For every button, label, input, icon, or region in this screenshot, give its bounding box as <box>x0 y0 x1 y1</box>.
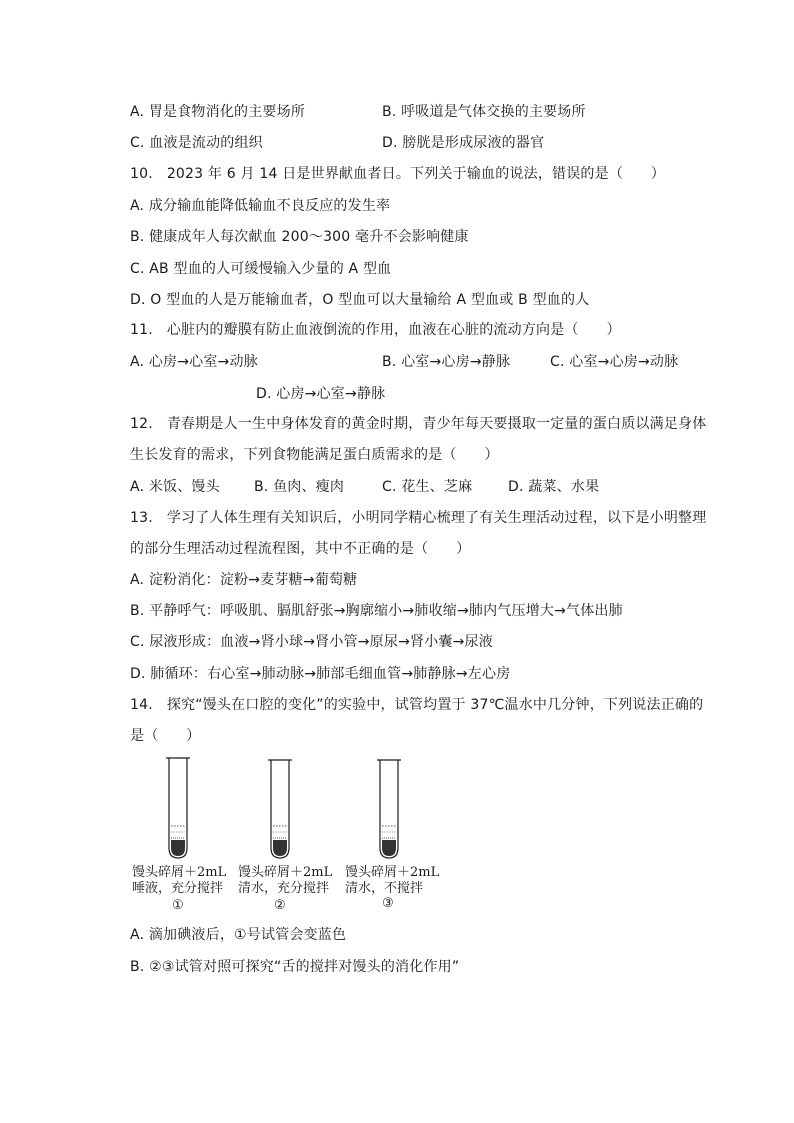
option-13a: A. 淀粉消化：淀粉→麦芽糖→葡萄糖 <box>130 572 358 588</box>
tube-1-caption-line1: 馒头碎屑＋2mL <box>132 865 227 880</box>
option-11d: D. 心房→心室→静脉 <box>256 386 386 402</box>
option-12a: A. 米饭、馒头 <box>130 479 220 495</box>
question-10-stem: 10. 2023 年 6 月 14 日是世界献血者日。下列关于输血的说法，错误的是（ ） <box>130 166 666 182</box>
option-10a: A. 成分输血能降低输血不良反应的发生率 <box>130 198 391 214</box>
option-9c: C. 血液是流动的组织 <box>130 135 263 151</box>
test-tube-1 <box>166 758 190 858</box>
option-11a: A. 心房→心室→动脉 <box>130 354 258 370</box>
question-13-stem-line1: 13. 学习了人体生理有关知识后，小明同学精心梳理了有关生理活动过程，以下是小明整理 <box>130 510 707 526</box>
question-13-stem-line2: 的部分生理活动过程流程图，其中不正确的是（ ） <box>130 541 471 557</box>
tube-3-caption-line2: 清水，不搅拌 <box>345 881 424 896</box>
option-14a: A. 滴加碘液后，①号试管会变蓝色 <box>130 927 347 943</box>
question-12-stem-line2: 生长发育的需求，下列食物能满足蛋白质需求的是（ ） <box>130 447 499 463</box>
option-9b: B. 呼吸道是气体交换的主要场所 <box>382 104 586 120</box>
option-10c: C. AB 型血的人可缓慢输入少量的 A 型血 <box>130 261 392 277</box>
tube-3-number: ③ <box>382 896 394 911</box>
tube-1-caption-line2: 唾液，充分搅拌 <box>132 881 224 896</box>
option-13b: B. 平静呼气：呼吸肌、膈肌舒张→胸廓缩小→肺收缩→肺内气压增大→气体出肺 <box>130 603 623 619</box>
option-11b: B. 心室→心房→静脉 <box>382 354 511 370</box>
option-12c: C. 花生、芝麻 <box>382 479 473 495</box>
option-9a: A. 胃是食物消化的主要场所 <box>130 104 306 120</box>
test-tube-3 <box>377 760 401 858</box>
tube-3-caption-line1: 馒头碎屑＋2mL <box>345 865 440 880</box>
question-14-stem-line2: 是（ ） <box>130 728 201 744</box>
tube-2-caption-line2: 清水，充分搅拌 <box>238 881 330 896</box>
question-14-stem-line1: 14. 探究“馒头在口腔的变化”的实验中，试管均置于 37℃温水中几分钟，下列说法正确的 <box>130 697 704 713</box>
option-14b: B. ②③试管对照可探究“舌的搅拌对馒头的消化作用” <box>130 959 460 975</box>
question-11-stem: 11. 心脏内的瓣膜有防止血液倒流的作用，血液在心脏的流动方向是（ ） <box>130 322 621 338</box>
option-13c: C. 尿液形成：血液→肾小球→肾小管→原尿→肾小囊→尿液 <box>130 634 493 650</box>
tube-1-number: ① <box>172 898 184 913</box>
test-tube-figure <box>130 756 460 916</box>
tube-2-caption-line1: 馒头碎屑＋2mL <box>238 865 333 880</box>
option-13d: D. 肺循环：右心室→肺动脉→肺部毛细血管→肺静脉→左心房 <box>130 666 511 682</box>
option-11c: C. 心室→心房→动脉 <box>550 354 679 370</box>
question-12-stem-line1: 12. 青春期是人一生中身体发育的黄金时期，青少年每天要摄取一定量的蛋白质以满足身体 <box>130 416 707 432</box>
test-tube-2 <box>268 760 292 858</box>
option-10b: B. 健康成年人每次献血 200～300 毫升不会影响健康 <box>130 229 469 245</box>
option-9d: D. 膀胱是形成尿液的器官 <box>382 135 545 151</box>
tube-2-number: ② <box>274 898 286 913</box>
option-12d: D. 蔬菜、水果 <box>508 479 600 495</box>
option-10d: D. O 型血的人是万能输血者，O 型血可以大量输给 A 型血或 B 型血的人 <box>130 292 590 308</box>
option-12b: B. 鱼肉、瘦肉 <box>254 479 345 495</box>
